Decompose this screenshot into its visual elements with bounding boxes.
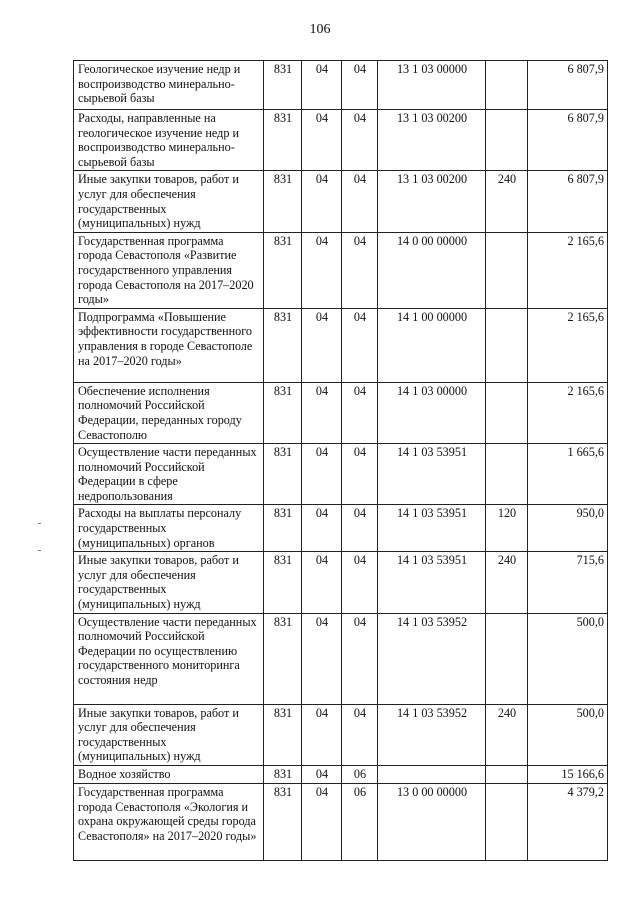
table-row bbox=[74, 444, 608, 505]
row-expense-type bbox=[486, 784, 528, 861]
table-row bbox=[74, 552, 608, 613]
row-ministry-code: 831 bbox=[264, 704, 302, 765]
row-subsection-code: 06 bbox=[342, 766, 378, 784]
row-ministry-code: 831 bbox=[264, 232, 302, 308]
table-row bbox=[74, 784, 608, 861]
row-target-code: 14 1 03 53952 bbox=[378, 704, 486, 765]
row-section-code: 04 bbox=[302, 171, 342, 232]
row-subsection-code: 04 bbox=[342, 444, 378, 505]
row-ministry-code: 831 bbox=[264, 444, 302, 505]
row-ministry-code: 831 bbox=[264, 552, 302, 613]
row-target-code: 13 1 03 00000 bbox=[378, 61, 486, 110]
table-row bbox=[74, 766, 608, 784]
row-ministry-code: 831 bbox=[264, 766, 302, 784]
row-section-code: 04 bbox=[302, 613, 342, 704]
row-amount: 6 807,9 bbox=[528, 61, 608, 110]
scan-speck bbox=[38, 550, 41, 551]
row-ministry-code: 831 bbox=[264, 308, 302, 382]
row-ministry-code: 831 bbox=[264, 61, 302, 110]
row-section-code: 04 bbox=[302, 505, 342, 552]
row-target-code: 14 1 03 53951 bbox=[378, 444, 486, 505]
row-name: Водное хозяйство bbox=[74, 766, 264, 784]
row-amount: 6 807,9 bbox=[528, 110, 608, 171]
row-target-code: 13 1 03 00200 bbox=[378, 110, 486, 171]
table-row bbox=[74, 110, 608, 171]
row-ministry-code: 831 bbox=[264, 784, 302, 861]
row-name: Обеспечение исполнения полномочий Российской Федерации, переданных городу Севастополю bbox=[74, 382, 264, 443]
row-subsection-code: 04 bbox=[342, 704, 378, 765]
row-expense-type: 240 bbox=[486, 171, 528, 232]
row-section-code: 04 bbox=[302, 444, 342, 505]
table-row bbox=[74, 171, 608, 232]
row-name: Иные закупки товаров, работ и услуг для обеспечения государственных (муниципальных) нужд bbox=[74, 552, 264, 613]
row-target-code: 14 1 03 53951 bbox=[378, 505, 486, 552]
row-name: Геологическое изучение недр и воспроизводство минерально-сырьевой базы bbox=[74, 61, 264, 110]
row-name: Осуществление части переданных полномочий Российской Федерации по осуществлению государственного мониторинга состояния недр bbox=[74, 613, 264, 704]
row-subsection-code: 04 bbox=[342, 613, 378, 704]
row-target-code: 13 0 00 00000 bbox=[378, 784, 486, 861]
row-amount: 15 166,6 bbox=[528, 766, 608, 784]
row-subsection-code: 04 bbox=[342, 308, 378, 382]
row-expense-type bbox=[486, 613, 528, 704]
row-subsection-code: 04 bbox=[342, 382, 378, 443]
row-ministry-code: 831 bbox=[264, 171, 302, 232]
row-section-code: 04 bbox=[302, 308, 342, 382]
row-name: Расходы, направленные на геологическое изучение недр и воспроизводство минерально-сырьевой базы bbox=[74, 110, 264, 171]
row-subsection-code: 04 bbox=[342, 505, 378, 552]
row-amount: 715,6 bbox=[528, 552, 608, 613]
row-name: Иные закупки товаров, работ и услуг для обеспечения государственных (муниципальных) нужд bbox=[74, 704, 264, 765]
row-name: Иные закупки товаров, работ и услуг для обеспечения государственных (муниципальных) нужд bbox=[74, 171, 264, 232]
row-amount: 950,0 bbox=[528, 505, 608, 552]
row-expense-type bbox=[486, 61, 528, 110]
row-target-code: 14 1 00 00000 bbox=[378, 308, 486, 382]
row-target-code: 14 1 03 53952 bbox=[378, 613, 486, 704]
row-expense-type bbox=[486, 308, 528, 382]
row-amount: 2 165,6 bbox=[528, 308, 608, 382]
row-ministry-code: 831 bbox=[264, 505, 302, 552]
row-section-code: 04 bbox=[302, 784, 342, 861]
row-subsection-code: 04 bbox=[342, 171, 378, 232]
row-ministry-code: 831 bbox=[264, 382, 302, 443]
row-subsection-code: 04 bbox=[342, 552, 378, 613]
row-expense-type bbox=[486, 382, 528, 443]
row-section-code: 04 bbox=[302, 382, 342, 443]
row-section-code: 04 bbox=[302, 232, 342, 308]
row-expense-type bbox=[486, 766, 528, 784]
row-amount: 4 379,2 bbox=[528, 784, 608, 861]
scan-speck bbox=[38, 523, 41, 524]
row-subsection-code: 04 bbox=[342, 232, 378, 308]
row-target-code bbox=[378, 766, 486, 784]
row-amount: 500,0 bbox=[528, 704, 608, 765]
table-row bbox=[74, 308, 608, 382]
page-number: 106 bbox=[309, 22, 331, 37]
row-name: Подпрограмма «Повышение эффективности государственного управления в городе Севастополе на 2017–2020 годы» bbox=[74, 308, 264, 382]
row-amount: 500,0 bbox=[528, 613, 608, 704]
row-ministry-code: 831 bbox=[264, 613, 302, 704]
row-subsection-code: 04 bbox=[342, 61, 378, 110]
row-target-code: 13 1 03 00200 bbox=[378, 171, 486, 232]
row-section-code: 04 bbox=[302, 766, 342, 784]
row-amount: 6 807,9 bbox=[528, 171, 608, 232]
table-row bbox=[74, 505, 608, 552]
row-name: Государственная программа города Севастополя «Экология и охрана окружающей среды города Севастополя» на 2017–2020 годы» bbox=[74, 784, 264, 861]
table-row bbox=[74, 704, 608, 765]
row-expense-type bbox=[486, 444, 528, 505]
row-section-code: 04 bbox=[302, 704, 342, 765]
row-target-code: 14 1 03 00000 bbox=[378, 382, 486, 443]
row-name: Расходы на выплаты персоналу государственных (муниципальных) органов bbox=[74, 505, 264, 552]
row-subsection-code: 04 bbox=[342, 110, 378, 171]
row-ministry-code: 831 bbox=[264, 110, 302, 171]
row-section-code: 04 bbox=[302, 110, 342, 171]
row-name: Государственная программа города Севастополя «Развитие государственного управления города Севастополя на 2017–2020 годы» bbox=[74, 232, 264, 308]
budget-table bbox=[73, 60, 608, 861]
row-target-code: 14 1 03 53951 bbox=[378, 552, 486, 613]
table-row bbox=[74, 232, 608, 308]
table-row bbox=[74, 61, 608, 110]
row-expense-type: 240 bbox=[486, 704, 528, 765]
row-amount: 2 165,6 bbox=[528, 382, 608, 443]
row-expense-type bbox=[486, 110, 528, 171]
row-target-code: 14 0 00 00000 bbox=[378, 232, 486, 308]
row-amount: 2 165,6 bbox=[528, 232, 608, 308]
row-section-code: 04 bbox=[302, 552, 342, 613]
row-expense-type: 120 bbox=[486, 505, 528, 552]
row-expense-type bbox=[486, 232, 528, 308]
row-section-code: 04 bbox=[302, 61, 342, 110]
row-expense-type: 240 bbox=[486, 552, 528, 613]
row-amount: 1 665,6 bbox=[528, 444, 608, 505]
table-row bbox=[74, 382, 608, 443]
row-name: Осуществление части переданных полномочий Российской Федерации в сфере недропользования bbox=[74, 444, 264, 505]
row-subsection-code: 06 bbox=[342, 784, 378, 861]
table-row bbox=[74, 613, 608, 704]
